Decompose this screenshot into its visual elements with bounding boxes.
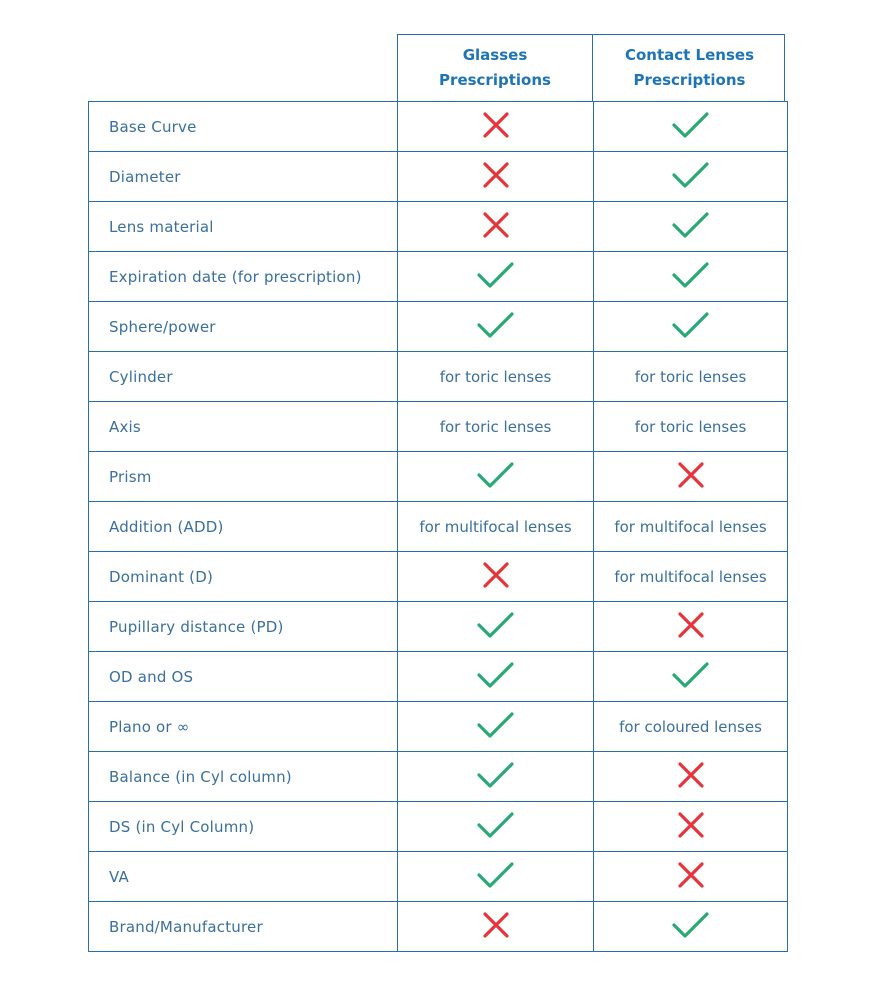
- parameter-label: Expiration date (for prescription): [89, 252, 398, 302]
- contacts-value-cell: [594, 802, 788, 852]
- cross-icon: [476, 560, 516, 594]
- check-icon: [671, 110, 711, 144]
- glasses-value-cell: [398, 752, 594, 802]
- contacts-value-cell: [594, 502, 788, 552]
- glasses-value-cell: [398, 552, 594, 602]
- glasses-header-line-1: Glasses: [462, 46, 528, 64]
- contacts-value-cell: [594, 302, 788, 352]
- check-icon: [476, 610, 516, 644]
- parameter-label: Addition (ADD): [89, 502, 398, 552]
- glasses-value-text: for multifocal lenses: [419, 517, 572, 536]
- contacts-value-text: for coloured lenses: [619, 717, 762, 736]
- table-row: [89, 452, 788, 502]
- cross-icon: [671, 810, 711, 844]
- contacts-value-cell: [594, 102, 788, 152]
- contact-lenses-prescriptions-header: [593, 35, 786, 101]
- table-row: [89, 852, 788, 902]
- glasses-value-cell: [398, 402, 594, 452]
- parameter-label: Diameter: [89, 152, 398, 202]
- parameter-label: Axis: [89, 402, 398, 452]
- contacts-value-text: for multifocal lenses: [614, 567, 767, 586]
- contacts-value-cell: [594, 902, 788, 952]
- contacts-header-line-2: Prescriptions: [633, 71, 746, 89]
- check-icon: [476, 710, 516, 744]
- parameter-label: Cylinder: [89, 352, 398, 402]
- cross-icon: [671, 610, 711, 644]
- glasses-value-text: for toric lenses: [439, 417, 552, 436]
- contacts-value-cell: [594, 752, 788, 802]
- table-row: [89, 152, 788, 202]
- check-icon: [476, 310, 516, 344]
- check-icon: [476, 660, 516, 694]
- glasses-value-cell: [398, 202, 594, 252]
- contacts-value-cell: [594, 452, 788, 502]
- table-row: [89, 302, 788, 352]
- check-icon: [476, 810, 516, 844]
- parameter-label: Pupillary distance (PD): [89, 602, 398, 652]
- parameter-label: Prism: [89, 452, 398, 502]
- glasses-value-text: for toric lenses: [439, 367, 552, 386]
- parameter-label: Dominant (D): [89, 552, 398, 602]
- parameter-label: VA: [89, 852, 398, 902]
- table-row: [89, 902, 788, 952]
- contacts-value-cell: [594, 252, 788, 302]
- glasses-value-cell: [398, 252, 594, 302]
- cross-icon: [476, 910, 516, 944]
- check-icon: [671, 910, 711, 944]
- glasses-value-cell: [398, 502, 594, 552]
- glasses-header-line-2: Prescriptions: [439, 71, 551, 89]
- contacts-value-cell: [594, 202, 788, 252]
- glasses-value-cell: [398, 152, 594, 202]
- parameter-label: Balance (in Cyl column): [89, 752, 398, 802]
- glasses-value-cell: [398, 702, 594, 752]
- glasses-value-cell: [398, 602, 594, 652]
- contacts-value-cell: [594, 352, 788, 402]
- table-row: [89, 652, 788, 702]
- contacts-value-cell: [594, 652, 788, 702]
- contacts-value-cell: [594, 152, 788, 202]
- cross-icon: [476, 160, 516, 194]
- check-icon: [671, 310, 711, 344]
- glasses-value-cell: [398, 102, 594, 152]
- table-row: [89, 502, 788, 552]
- glasses-value-cell: [398, 352, 594, 402]
- contacts-value-cell: [594, 402, 788, 452]
- table-row: [89, 202, 788, 252]
- parameter-label: Lens material: [89, 202, 398, 252]
- contacts-value-cell: [594, 702, 788, 752]
- contacts-value-cell: [594, 602, 788, 652]
- cross-icon: [671, 460, 711, 494]
- table-row: [89, 752, 788, 802]
- parameter-label: OD and OS: [89, 652, 398, 702]
- check-icon: [671, 210, 711, 244]
- cross-icon: [671, 760, 711, 794]
- glasses-value-cell: [398, 802, 594, 852]
- glasses-value-cell: [398, 302, 594, 352]
- cross-icon: [671, 860, 711, 894]
- check-icon: [476, 760, 516, 794]
- contacts-value-cell: [594, 852, 788, 902]
- table-row: [89, 802, 788, 852]
- column-header-row: [397, 34, 785, 101]
- parameter-label: DS (in Cyl Column): [89, 802, 398, 852]
- glasses-value-cell: [398, 652, 594, 702]
- contacts-value-text: for toric lenses: [634, 367, 747, 386]
- table-row: [89, 252, 788, 302]
- cross-icon: [476, 110, 516, 144]
- table-row: [89, 552, 788, 602]
- parameter-label: Brand/Manufacturer: [89, 902, 398, 952]
- table-row: [89, 602, 788, 652]
- parameter-label: Base Curve: [89, 102, 398, 152]
- table-row: [89, 702, 788, 752]
- glasses-value-cell: [398, 852, 594, 902]
- table-body: [89, 102, 788, 952]
- glasses-prescriptions-header: [398, 35, 593, 101]
- parameter-label: Plano or ∞: [89, 702, 398, 752]
- glasses-value-cell: [398, 452, 594, 502]
- check-icon: [476, 460, 516, 494]
- contacts-value-text: for toric lenses: [634, 417, 747, 436]
- check-icon: [671, 160, 711, 194]
- parameter-label: Sphere/power: [89, 302, 398, 352]
- check-icon: [671, 260, 711, 294]
- check-icon: [476, 260, 516, 294]
- table-row: [89, 352, 788, 402]
- contacts-header-line-1: Contact Lenses: [624, 46, 754, 64]
- table-row: [89, 102, 788, 152]
- prescription-comparison-table: [88, 101, 788, 952]
- check-icon: [476, 860, 516, 894]
- table-row: [89, 402, 788, 452]
- check-icon: [671, 660, 711, 694]
- cross-icon: [476, 210, 516, 244]
- glasses-value-cell: [398, 902, 594, 952]
- contacts-value-cell: [594, 552, 788, 602]
- contacts-value-text: for multifocal lenses: [614, 517, 767, 536]
